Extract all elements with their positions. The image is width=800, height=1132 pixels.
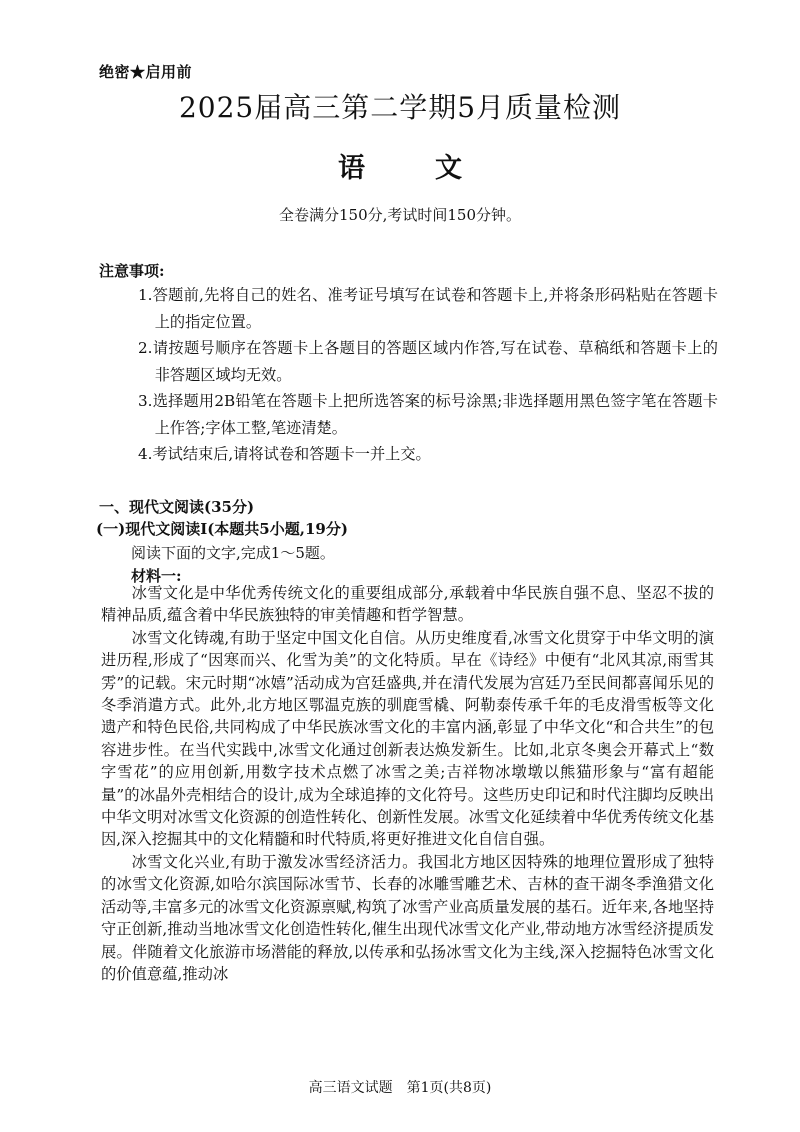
notice-item: 2.请按题号顺序在答题卡上各题目的答题区域内作答,写在试卷、草稿纸和答题卡上的非答题区域均无效。 — [138, 339, 718, 384]
exam-title: 2025届高三第二学期5月质量检测 — [178, 91, 622, 124]
notice-heading: 注意事项: — [99, 262, 165, 280]
page-footer: 高三语文试题 第1页(共8页) — [308, 1080, 492, 1096]
subject-char-1: 语 — [338, 153, 365, 184]
subsection-heading: (一)现代文阅读Ⅰ(本题共5小题,19分) — [96, 520, 348, 538]
subject-char-2: 文 — [435, 153, 462, 184]
notice-item: 1.答题前,先将自己的姓名、准考证号填写在试卷和答题卡上,并将条形码粘贴在答题卡上的指定位置。 — [138, 286, 718, 331]
reading-instruction: 阅读下面的文字,完成1～5题。 — [131, 544, 335, 562]
notice-item: 4.考试结束后,请将试卷和答题卡一并上交。 — [138, 445, 431, 463]
material-label: 材料一: — [131, 567, 182, 585]
material-text — [101, 582, 714, 985]
score-info: 全卷满分150分,考试时间150分钟。 — [278, 206, 522, 224]
paragraph: 冰雪文化铸魂,有助于坚定中国文化自信。从历史维度看,冰雪文化贯穿于中华文明的演进历程,形成了“因寒而兴、化雪为美”的文化特质。早在《诗经》中便有“北风其凉,雨雪其雱”的记载。宋元时期“冰嬉”活动成为宫廷盛典,并在清代发展为宫廷乃至民间都喜闻乐见的冬季消遣方式。此外,北方地区鄂温克族的驯鹿雪橇、阿勒泰传承千年的毛皮滑雪板等文化遗产和特色民俗,共同构成了中华民族冰雪文化的丰富内涵,彰显了中华文化“和合共生”的包容进步性。在当代实践中,冰雪文化通过创新表达焕发新生。比如,北京冬奥会开幕式上“数字雪花”的应用创新,用数字技术点燃了冰雪之美;吉祥物冰墩墩以熊猫形象与“富有超能量”的冰晶外壳相结合的设计,成为全球追捧的文化符号。这些历史印记和时代注脚均反映出中华文明对冰雪文化资源的创造性转化、创新性发展。冰雪文化延续着中华优秀传统文化基因,深入挖掘其中的文化精髓和时代特质,将更好推进文化自信自强。 — [101, 628, 714, 849]
confidential-label: 绝密★启用前 — [99, 63, 193, 81]
notice-list — [138, 282, 718, 468]
section-heading: 一、现代文阅读(35分) — [99, 498, 255, 516]
notice-item: 3.选择题用2B铅笔在答题卡上把所选答案的标号涂黑;非选择题用黑色签字笔在答题卡上作答;字体工整,笔迹清楚。 — [138, 392, 718, 437]
subject-title — [0, 146, 800, 185]
paragraph: 冰雪文化兴业,有助于激发冰雪经济活力。我国北方地区因特殊的地理位置形成了独特的冰雪文化资源,如哈尔滨国际冰雪节、长春的冰雕雪雕艺术、吉林的查干湖冬季渔猎文化活动等,丰富多元的冰雪文化资源禀赋,构筑了冰雪产业高质量发展的基石。近年来,各地坚持守正创新,推动当地冰雪文化创造性转化,催生出现代冰雪文化产业,带动地方冰雪经济提质发展。伴随着文化旅游市场潜能的释放,以传承和弘扬冰雪文化为主线,深入挖掘特色冰雪文化的价值意蕴,推动冰 — [101, 852, 714, 983]
paragraph: 冰雪文化是中华优秀传统文化的重要组成部分,承载着中华民族自强不息、坚忍不拔的精神品质,蕴含着中华民族独特的审美情趣和哲学智慧。 — [101, 584, 714, 625]
